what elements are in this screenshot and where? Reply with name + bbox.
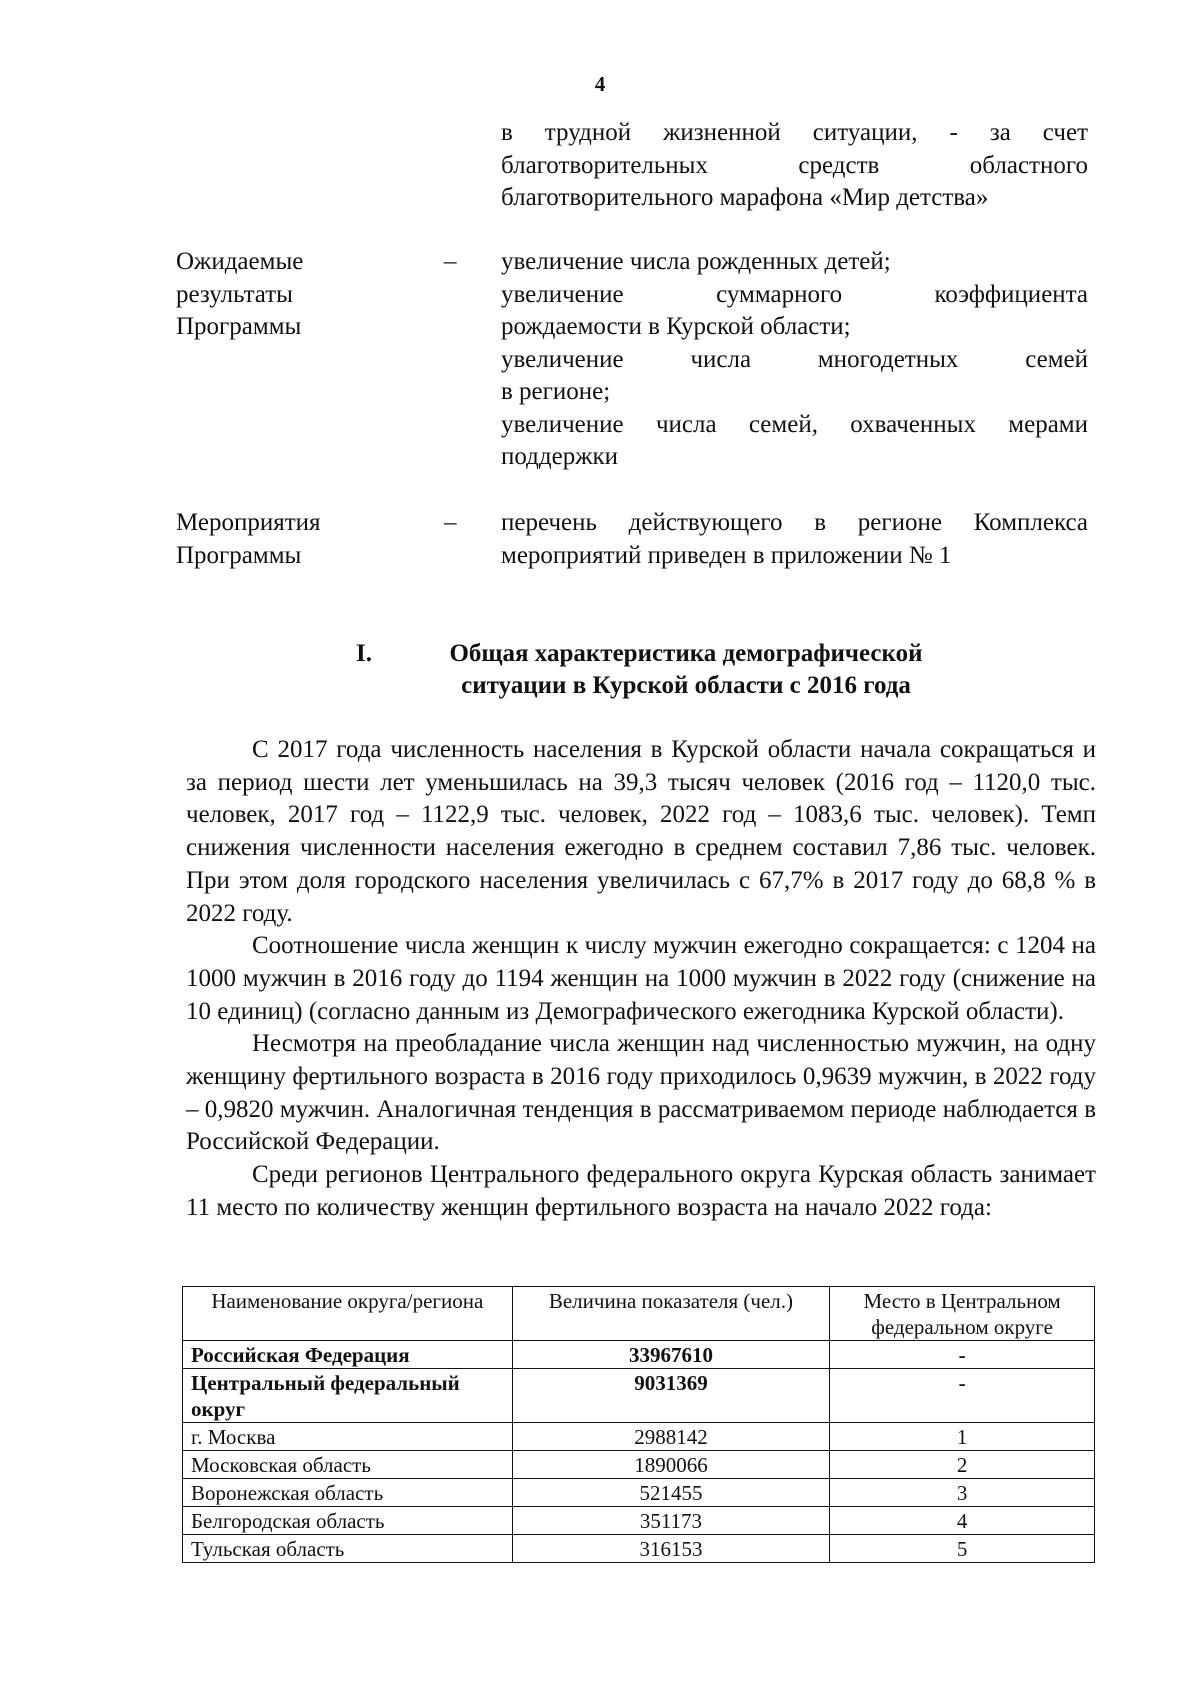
- expected-results-text: [501, 246, 1088, 474]
- table-header-row: [183, 1287, 1095, 1341]
- rank-place: -: [830, 1341, 1095, 1369]
- label-line: результаты: [176, 280, 293, 308]
- result-line: рождаемости в Курской области;: [501, 313, 851, 340]
- rank-place: 1: [830, 1423, 1095, 1451]
- region-name: Белгородская область: [183, 1507, 513, 1535]
- rank-place: 2: [830, 1451, 1095, 1479]
- column-header: Величина показателя (чел.): [512, 1287, 830, 1341]
- dash: –: [444, 248, 457, 275]
- continuation-text: [501, 117, 1088, 215]
- indicator-value: 2988142: [512, 1423, 830, 1451]
- paragraph: С 2017 года численность населения в Курской области начала сокращаться и за период шести лет уменьшилась на 39,3 тысяч человек (2016 год – 1120,0 тыс. человек, 2017 год – 1122,9 тыс. человек, 2022 год – 1083,6 тыс. человек). Темп снижения численности населения ежегодно в среднем составил 7,86 тыс. человек. При этом доля городского населения увеличилась с 67,7% в 2017 году до 68,8 % в 2022 году.: [186, 736, 1096, 927]
- rank-place: 3: [830, 1479, 1095, 1507]
- table-row: [183, 1369, 1095, 1423]
- region-name: Московская область: [183, 1451, 513, 1479]
- page-number: 4: [594, 72, 606, 96]
- continuation-line: благотворительных средств областного: [501, 151, 1088, 179]
- indicator-value: 316153: [512, 1535, 830, 1563]
- continuation-line: в трудной жизненной ситуации, - за счет: [501, 119, 1088, 146]
- label-line: Ожидаемые: [176, 248, 304, 275]
- table-row: [183, 1507, 1095, 1535]
- indicator-value: 1890066: [512, 1451, 830, 1479]
- continuation-line: благотворительного марафона «Мир детства»: [501, 184, 989, 211]
- section-title: [356, 638, 1016, 702]
- paragraph: Среди регионов Центрального федерального округа Курская область занимает 11 место по количеству женщин фертильного возраста на начало 2022 года:: [186, 1161, 1096, 1221]
- region-name: г. Москва: [183, 1423, 513, 1451]
- rank-place: 4: [830, 1507, 1095, 1535]
- table-row: [183, 1535, 1095, 1563]
- label-line: Программы: [176, 541, 302, 569]
- women-fertile-age-table: [182, 1286, 1095, 1563]
- table-row: [183, 1341, 1095, 1369]
- paragraph: Несмотря на преобладание числа женщин над численностью мужчин, на одну женщину фертильного возраста в 2016 году приходилось 0,9639 мужчин, в 2022 году – 0,9820 мужчин. Аналогичная тенденция в рассматриваемом периоде наблюдается в Российской Федерации.: [186, 1030, 1096, 1156]
- rank-place: 5: [830, 1535, 1095, 1563]
- indicator-value: 351173: [512, 1507, 830, 1535]
- table-row: [183, 1423, 1095, 1451]
- section-title-line: Общая характеристика демографической: [449, 640, 923, 667]
- indicator-value: 33967610: [512, 1341, 830, 1369]
- column-header: Место в Центральном федеральном округе: [830, 1287, 1095, 1341]
- measures-text: [501, 507, 1088, 572]
- section-number: I.: [356, 640, 372, 667]
- rank-place: -: [830, 1369, 1095, 1423]
- label-line: Мероприятия: [176, 509, 321, 536]
- result-line: увеличение числа семей, охваченных мерами: [501, 410, 1088, 438]
- result-line: поддержки: [501, 443, 618, 470]
- measures-line: мероприятий приведен в приложении № 1: [501, 541, 952, 569]
- measures-label: [176, 507, 406, 572]
- result-line: в регионе;: [501, 378, 611, 405]
- body-text: [186, 734, 1096, 1225]
- expected-results-label: [176, 246, 406, 344]
- region-name: Воронежская область: [183, 1479, 513, 1507]
- region-name: Российская Федерация: [183, 1341, 513, 1369]
- dash: –: [444, 509, 457, 536]
- result-line: увеличение числа рожденных детей;: [501, 248, 891, 275]
- region-name: Тульская область: [183, 1535, 513, 1563]
- result-line: увеличение суммарного коэффициента: [501, 280, 1088, 308]
- region-name: Центральный федеральный округ: [183, 1369, 513, 1423]
- section-title-line: ситуации в Курской области с 2016 года: [461, 672, 911, 699]
- indicator-value: 9031369: [512, 1369, 830, 1423]
- table-row: [183, 1451, 1095, 1479]
- column-header: Наименование округа/региона: [183, 1287, 513, 1341]
- label-line: Программы: [176, 313, 302, 340]
- measures-line: перечень действующего в регионе Комплекса: [501, 509, 1088, 536]
- result-line: увеличение числа многодетных семей: [501, 345, 1088, 373]
- paragraph: Соотношение числа женщин к числу мужчин ежегодно сокращается: с 1204 на 1000 мужчин в 2016 году до 1194 женщин на 1000 мужчин в 2022 году (снижение на 10 единиц) (согласно данным из Демографического ежегодника Курской области).: [186, 932, 1096, 1025]
- indicator-value: 521455: [512, 1479, 830, 1507]
- table-row: [183, 1479, 1095, 1507]
